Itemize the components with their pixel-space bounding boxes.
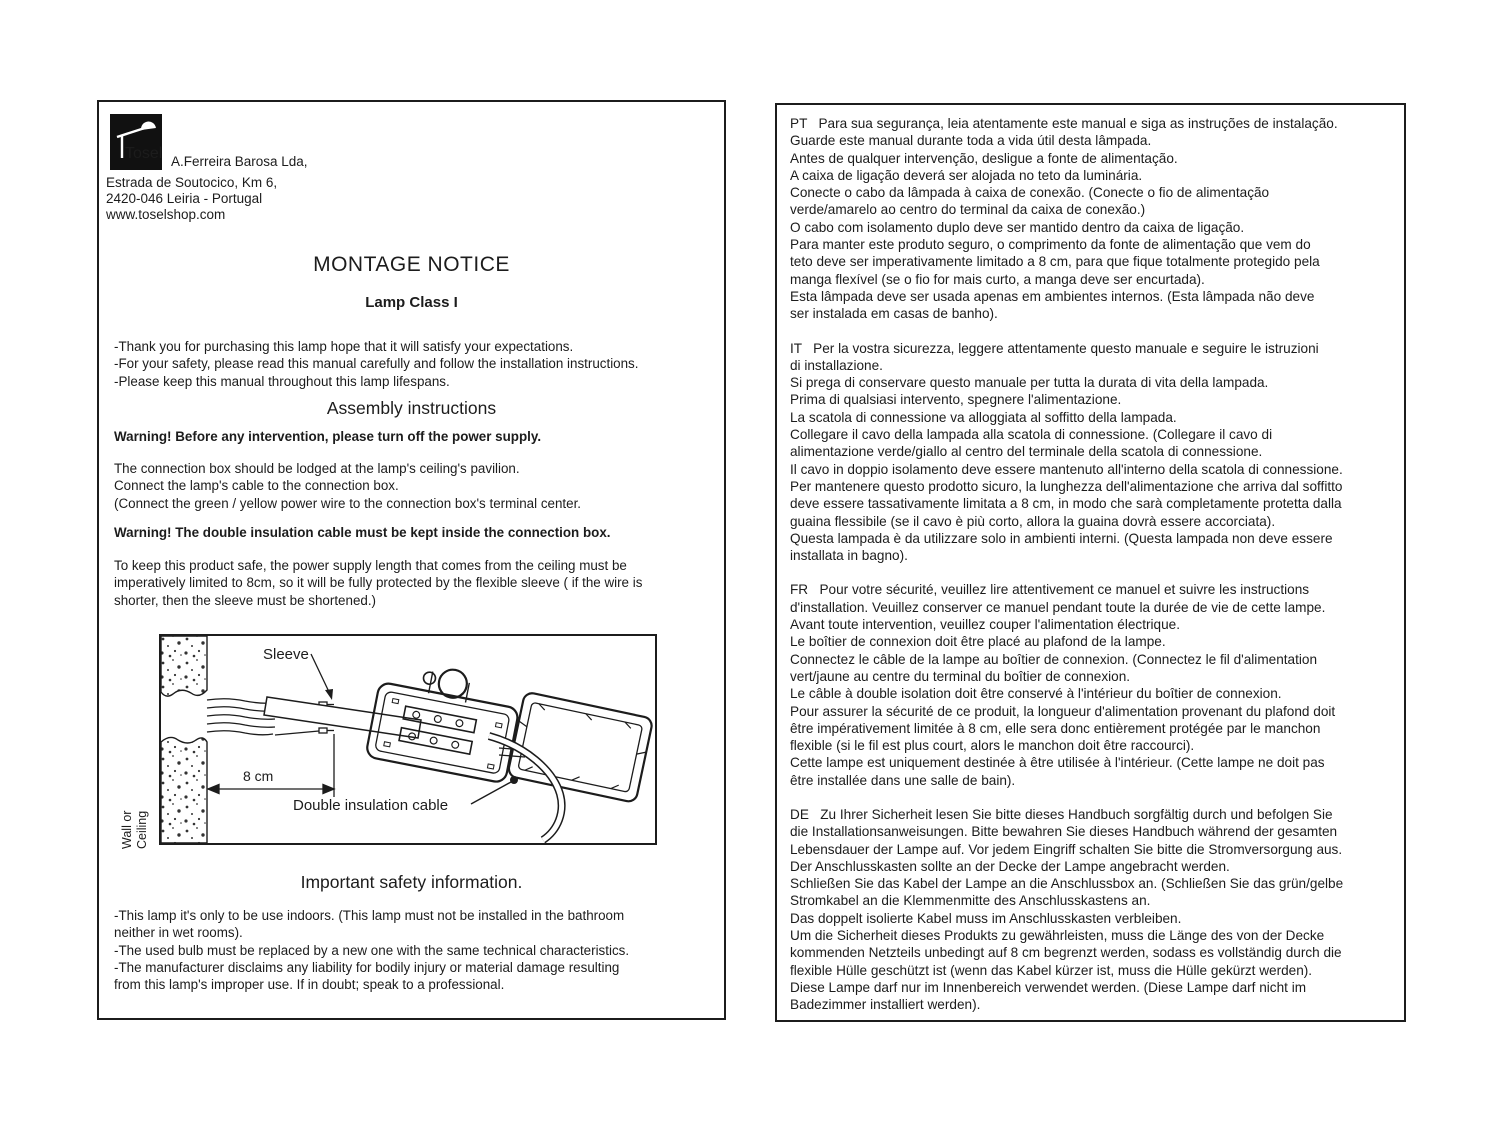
text-line: 2420-046 Leiria - Portugal <box>106 191 263 207</box>
intro-paragraph <box>114 338 714 390</box>
text-line: die Installationsanweisungen. Bitte bewahren Sie dieses Handbuch während der gesamten <box>790 824 1338 840</box>
company-name: A.Ferreira Barosa Lda, <box>171 154 308 169</box>
translations-content <box>777 105 1404 1014</box>
text-line: The connection box should be lodged at the lamp's ceiling's pavilion. <box>114 461 520 476</box>
text-line: être installée dans une salle de bain). <box>790 772 1016 788</box>
page-title: MONTAGE NOTICE <box>313 253 510 276</box>
text-line: DE Zu Ihrer Sicherheit lesen Sie bitte dieses Handbuch sorgfältig durch und befolgen Sie <box>790 806 1333 822</box>
text-line: Pour assurer la sécurité de ce produit, la longueur d'alimentation provenant du plafond doit <box>790 703 1336 719</box>
text-line: O cabo com isolamento duplo deve ser mantido dentro da caixa de ligação. <box>790 219 1245 235</box>
text-line: Prima di qualsiasi intervento, spegnere l'alimentazione. <box>790 392 1122 408</box>
text-line: Antes de qualquer intervenção, desligue a fonte de alimentação. <box>790 150 1178 166</box>
text-line: manga flexível (se o fio for mais curto, a manga deve ser encurtada). <box>790 271 1205 287</box>
sleeve-paragraph <box>114 557 714 609</box>
text-line: Para manter este produto seguro, o comprimento da fonte de alimentação que vem do <box>790 237 1311 253</box>
left-page <box>97 100 726 1020</box>
text-line: Avant toute intervention, veuillez couper l'alimentation électrique. <box>790 617 1180 633</box>
text-line: Il cavo in doppio isolamento deve essere mantenuto all'interno della scatola di connessione. <box>790 461 1343 477</box>
text-line: verde/amarelo ao centro do terminal da caixa de conexão.) <box>790 202 1146 218</box>
lang-section-de <box>790 806 1391 1014</box>
text-line: guaina flessibile (se il cavo è più corto, allora la guaina dovrà essere accorciata). <box>790 513 1276 529</box>
text-line: -This lamp it's only to be use indoors. (This lamp must not be installed in the bathroom <box>114 908 625 923</box>
text-line: d'installation. Veuillez conserver ce manuel pendant toute la durée de vie de cette lampe. <box>790 599 1326 615</box>
text-line: Lebensdauer der Lampe auf. Vor jedem Eingriff schalten Sie bitte die Stromversorgung aus. <box>790 841 1343 857</box>
lang-section-pt <box>790 115 1391 323</box>
installation-diagram <box>159 634 657 845</box>
text-line: Connect the lamp's cable to the connection box. <box>114 478 399 494</box>
text-line: -Please keep this manual throughout this lamp lifespans. <box>114 373 450 389</box>
connection-paragraph <box>114 460 714 512</box>
safety-paragraph <box>114 907 714 993</box>
text-line: installata in bagno). <box>790 548 908 564</box>
right-page-translations <box>775 103 1406 1022</box>
logo-text: Tosel <box>125 145 162 162</box>
text-line: La scatola di connessione va alloggiata al soffitto della lampada. <box>790 409 1177 425</box>
text-line: Schließen Sie das Kabel der Lampe an die Anschlussbox an. (Schließen Sie das grün/gelbe <box>790 876 1344 892</box>
text-line: Le câble à double isolation doit être conservé à l'intérieur du boîtier de connexion. <box>790 686 1282 702</box>
text-line: Per mantenere questo prodotto sicuro, la lunghezza dell'alimentazione che arriva dal soffitto <box>790 478 1343 494</box>
lang-section-fr <box>790 581 1391 789</box>
text-line: di installazione. <box>790 357 883 373</box>
text-line: -Thank you for purchasing this lamp hope that it will satisfy your expectations. <box>114 339 574 354</box>
text-line: -The used bulb must be replaced by a new one with the same technical characteristics. <box>114 942 630 958</box>
text-line: from this lamp's improper use. If in doubt; speak to a professional. <box>114 977 505 993</box>
text-line: flexible (si le fil est plus court, alors le manchon doit être raccourci). <box>790 738 1195 754</box>
dimension-label: 8 cm <box>243 768 274 784</box>
lang-section-it <box>790 340 1391 565</box>
text-line: FR Pour votre sécurité, veuillez lire attentivement ce manuel et suivre les instructions <box>790 582 1310 598</box>
text-line: Badezimmer installiert werden). <box>790 997 981 1013</box>
text-line: Connectez le câble de la lampe au boîtier de connexion. (Connectez le fil d'alimentation <box>790 651 1318 667</box>
text-line: neither in wet rooms). <box>114 925 243 941</box>
assembly-heading: Assembly instructions <box>326 398 497 418</box>
text-line: -For your safety, please read this manual carefully and follow the installation instructions. <box>114 356 639 372</box>
text-line: imperatively limited to 8cm, so it will be fully protected by the flexible sleeve ( if the wire is <box>114 575 643 591</box>
text-line: être impérativement limitée à 8 cm, elle sera donc entièrement protégée par le manchon <box>790 720 1321 736</box>
text-line: Questa lampada è da utilizzare solo in ambienti interni. (Questa lampada non deve essere <box>790 530 1333 546</box>
text-line: Si prega di conservare questo manuale per tutta la durata di vita della lampada. <box>790 375 1269 391</box>
text-line: Das doppelt isolierte Kabel muss im Anschlusskasten verbleiben. <box>790 910 1182 926</box>
text-line: To keep this product safe, the power supply length that comes from the ceiling must be <box>114 558 627 573</box>
text-line: Der Anschlusskasten sollte an der Decke der Lampe angebracht werden. <box>790 858 1230 874</box>
text-line: flexible Hülle geschützt ist (wenn das Kabel kürzer ist, muss die Hülle gekürzt werden). <box>790 962 1313 978</box>
text-line: Diese Lampe darf nur im Innenbereich verwendet werden. (Diese Lampe darf nicht im <box>790 979 1307 995</box>
text-line: IT Per la vostra sicurezza, leggere attentamente questo manuale e seguire le istruzioni <box>790 340 1319 356</box>
text-line: deve essere tassativamente limitata a 8 cm, in modo che sarà completamente protetta dalla <box>790 496 1342 512</box>
text-line: Guarde este manual durante toda a vida útil desta lâmpada. <box>790 133 1152 149</box>
text-line: Le boîtier de connexion doit être placé au plafond de la lampe. <box>790 634 1166 650</box>
wall-ceiling-label: Wall or Ceiling <box>120 810 149 849</box>
text-line: ser instalada em casas de banho). <box>790 306 998 322</box>
text-line: vert/jaune au centre du terminal du boîtier de connexion. <box>790 668 1131 684</box>
text-line: shorter, then the sleeve must be shortened.) <box>114 592 377 608</box>
warning-insulation-cable: Warning! The double insulation cable must be kept inside the connection box. <box>114 525 611 540</box>
text-line: PT Para sua segurança, leia atentamente este manual e siga as instruções de instalação. <box>790 116 1338 131</box>
text-line: alimentazione verde/giallo al centro del terminale della scatola di connessione. <box>790 444 1263 460</box>
text-line: Esta lâmpada deve ser usada apenas em ambientes internos. (Esta lâmpada não deve <box>790 288 1315 304</box>
lamp-logo-icon <box>110 114 162 170</box>
text-line: Um die Sicherheit dieses Produkts zu gewährleisten, muss die Länge des von der Decke <box>790 928 1325 944</box>
text-line: www.toselshop.com <box>106 207 226 223</box>
text-line: Collegare il cavo della lampada alla scatola di connessione. (Collegare il cavo di <box>790 427 1273 443</box>
text-line: A caixa de ligação deverá ser alojada no teto da luminária. <box>790 167 1143 183</box>
company-address <box>106 175 277 224</box>
sleeve-label: Sleeve <box>263 646 309 663</box>
text-line: kommenden Netzteils unbedingt auf 8 cm begrenzt werden, sodass es vollständig durch die <box>790 945 1342 961</box>
text-line: -The manufacturer disclaims any liability for bodily injury or material damage resulting <box>114 959 620 975</box>
text-line: Stromkabel an die Klemmenmitte des Anschlusskastens an. <box>790 893 1151 909</box>
text-line: Estrada de Soutocico, Km 6, <box>106 175 278 190</box>
page-subtitle: Lamp Class I <box>365 294 458 311</box>
text-line: teto deve ser imperativamente limitado a 8 cm, para que fique totalmente protegido pela <box>790 254 1320 270</box>
text-line: (Connect the green / yellow power wire to the connection box's terminal center. <box>114 495 582 511</box>
text-line: Conecte o cabo da lâmpada à caixa de conexão. (Conecte o fio de alimentação <box>790 185 1270 201</box>
cable-label: Double insulation cable <box>293 797 449 814</box>
safety-heading: Important safety information. <box>300 872 523 892</box>
warning-power-supply: Warning! Before any intervention, please turn off the power supply. <box>114 429 542 444</box>
cable-pointer-dot <box>510 776 518 784</box>
text-line: Cette lampe est uniquement destinée à être utilisée à l'intérieur. (Cette lampe ne doit pas <box>790 755 1325 771</box>
tosel-logo <box>110 114 162 170</box>
